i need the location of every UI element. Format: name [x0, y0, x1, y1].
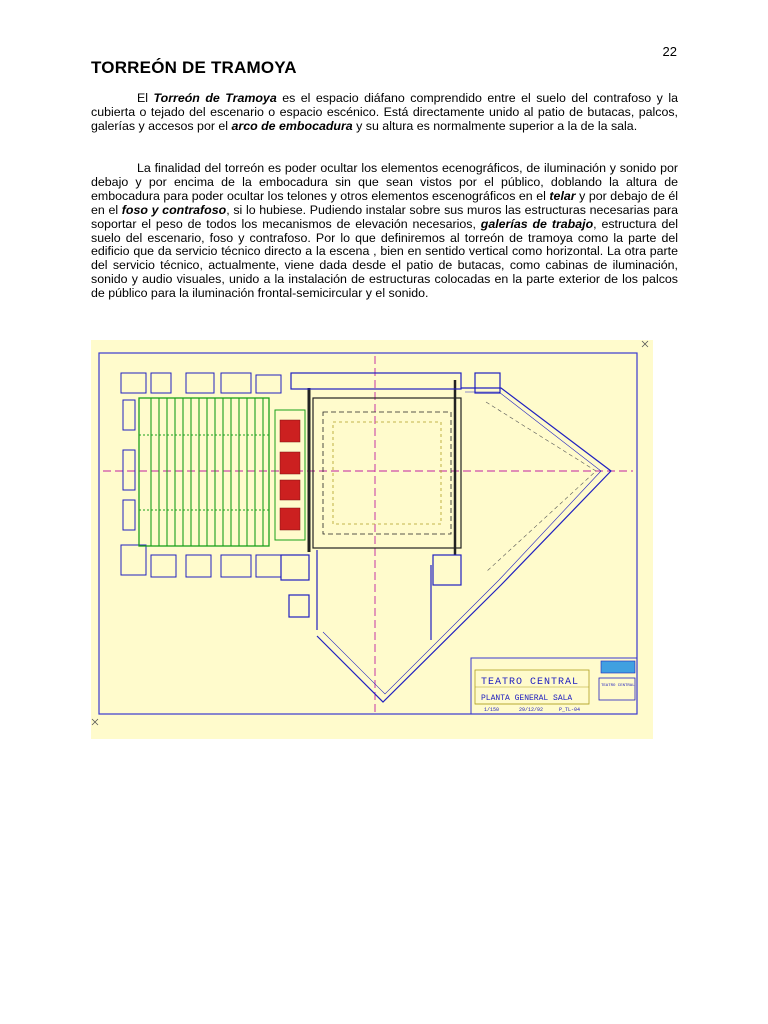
- term-telar: telar: [549, 188, 576, 203]
- text-run: es el espacio diáfano comprendido entre el suelo del contrafoso y la cubierta o tejado del escenario o espacio escénico. Está directamente unido al patio de butacas, palcos, galerías y accesos por el: [91, 91, 679, 133]
- text-run: , si lo hubiese. Pudiendo instalar sobre sus muros las estructuras necesarias para soportar el peso de todos los mecanismos de elevación necesarios,: [91, 202, 679, 231]
- seating-rows: [139, 398, 269, 546]
- title-block-date: 29/12/92: [519, 707, 544, 713]
- title-block: [471, 658, 637, 714]
- rear-stage-diamond: [317, 388, 611, 702]
- text-run: , estructura del suelo del escenario, foso y contrafoso. Por lo que definiremos al torreón de tramoya como la parte del edificio que da servicio técnico directo a la escena , bien en sentido vertical como horizontal. La otra parte del servicio técnico, actualmente, viene dada desde el patio de butacas, como cabinas de iluminación, sonido y audio visuales, unido a la instalación de estructuras colocadas en la parte exterior de los palcos de público para la iluminación frontal-semicircular y el sonido.: [91, 216, 678, 301]
- term-foso-contrafoso: foso y contrafoso: [121, 202, 227, 217]
- term-galerias-trabajo: galerías de trabajo: [480, 216, 594, 231]
- title-block-scale: 1/150: [484, 707, 500, 713]
- term-torreon: Torreón de Tramoya: [153, 91, 277, 105]
- floor-plan-figure: [91, 340, 653, 739]
- title-block-name: TEATRO CENTRAL: [481, 677, 580, 688]
- page-number: 22: [662, 44, 677, 59]
- term-arco-embocadura: arco de embocadura: [231, 118, 353, 133]
- text-run: y por debajo de él en el: [91, 188, 679, 217]
- stage-house-walls: [281, 373, 500, 640]
- stage-area: [309, 380, 461, 555]
- title-block-logo-text: TEATRO CENTRAL: [601, 684, 635, 688]
- page-title: TORREÓN DE TRAMOYA: [91, 58, 297, 77]
- floor-plan-drawing: [91, 340, 653, 739]
- title-block-sheet: PLANTA GENERAL SALA: [481, 694, 573, 703]
- text-run: La finalidad del torreón es poder ocultar los elementos ecenográficos, de iluminación y sonido por debajo y por encima de la embocadura sin que sean vistos por el público, doblando la altura de embocadura para poder ocultar los telones y otros elementos escenográficos en el: [91, 161, 678, 203]
- title-block-code: P_TL-04: [559, 707, 581, 713]
- orchestra-boxes: [280, 420, 300, 530]
- text-run: El: [137, 91, 154, 105]
- drawing-frame: [99, 353, 637, 714]
- paragraph-intro: [91, 92, 678, 134]
- paragraph-purpose: [91, 162, 678, 301]
- text-run: y su altura es normalmente superior a la de la sala.: [352, 118, 638, 133]
